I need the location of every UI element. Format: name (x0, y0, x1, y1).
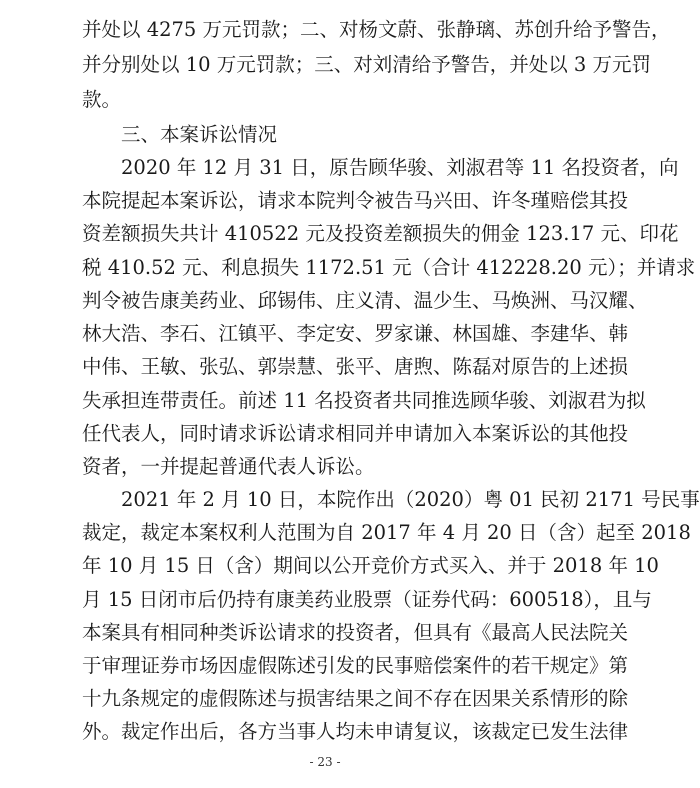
paragraph-line-6: 本院提起本案诉讼，请求本院判令被告马兴田、许冬瑾赔偿其投 (82, 189, 629, 212)
paragraph-line-5: 2020 年 12 月 31 日，原告顾华骏、刘淑君等 11 名投资者，向 (121, 156, 679, 179)
paragraph-line-13: 任代表人，同时请求诉讼请求相同并申请加入本案诉讼的其他投 (82, 422, 629, 445)
paragraph-line-9: 判令被告康美药业、邱锡伟、庄义清、温少生、马焕洲、马汉耀、 (82, 289, 648, 312)
paragraph-line-1: 并处以 4275 万元罚款；二、对杨文蔚、张静璃、苏创升给予警告， (82, 18, 671, 41)
paragraph-line-7: 资差额损失共计 410522 元及投资差额损失的佣金 123.17 元、印花 (82, 222, 679, 245)
paragraph-line-8: 税 410.52 元、利息损失 1172.51 元（合计 412228.20 元）；并请求 (82, 256, 696, 279)
section-heading: 三、本案诉讼情况 (121, 123, 278, 146)
paragraph-line-16: 裁定，裁定本案权利人范围为自 2017 年 4 月 20 日（含）起至 2018 (82, 521, 691, 544)
paragraph-line-18: 月 15 日闭市后仍持有康美药业股票（证券代码：600518），且与 (82, 588, 652, 611)
paragraph-line-10: 林大浩、李石、江镇平、李定安、罗家谦、林国雄、李建华、韩 (82, 322, 629, 345)
paragraph-line-14: 资者，一并提起普通代表人诉讼。 (82, 455, 375, 478)
page-number: - 23 - (309, 755, 341, 769)
paragraph-line-22: 外。裁定作出后，各方当事人均未申请复议，该裁定已发生法律 (82, 720, 629, 743)
paragraph-line-11: 中伟、王敏、张弘、郭崇慧、张平、唐煦、陈磊对原告的上述损 (82, 355, 629, 378)
paragraph-line-21: 十九条规定的虚假陈述与损害结果之间不存在因果关系情形的除 (82, 687, 629, 710)
paragraph-line-12: 失承担连带责任。前述 11 名投资者共同推选顾华骏、刘淑君为拟 (82, 389, 646, 412)
paragraph-line-2: 并分别处以 10 万元罚款；三、对刘清给予警告，并处以 3 万元罚 (82, 53, 652, 76)
paragraph-line-19: 本案具有相同种类诉讼请求的投资者，但具有《最高人民法院关 (82, 621, 629, 644)
paragraph-line-3: 款。 (82, 88, 122, 111)
paragraph-line-20: 于审理证券市场因虚假陈述引发的民事赔偿案件的若干规定》第 (82, 654, 629, 677)
paragraph-line-17: 年 10 月 15 日（含）期间以公开竞价方式买入、并于 2018 年 10 (82, 554, 659, 577)
paragraph-line-15: 2021 年 2 月 10 日，本院作出（2020）粤 01 民初 2171 号民事 (121, 488, 700, 511)
